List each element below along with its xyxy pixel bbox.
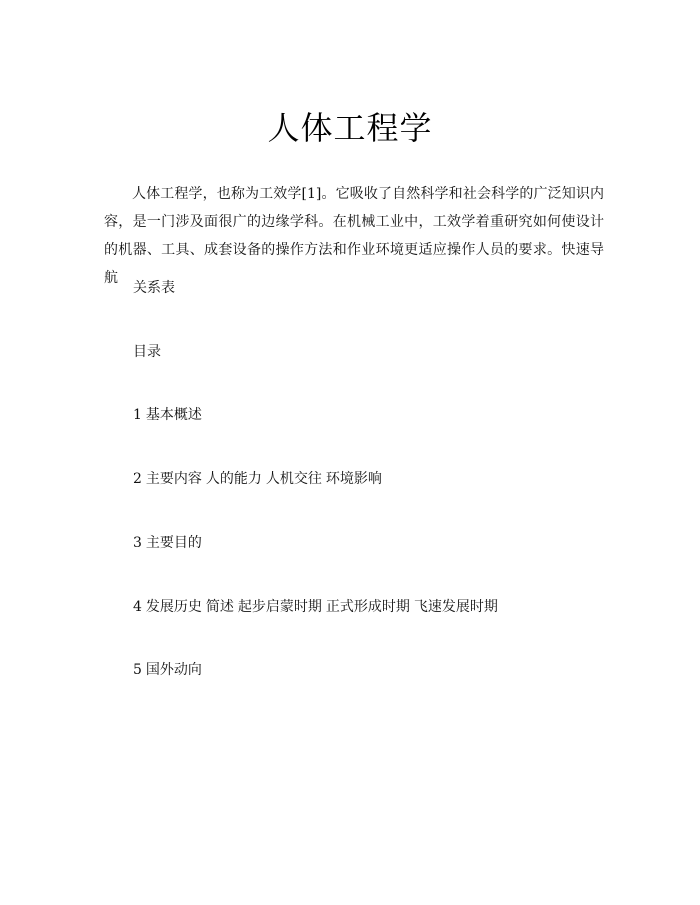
page-title: 人体工程学	[267, 109, 433, 147]
toc-subitem[interactable]: 人的能力	[205, 471, 262, 487]
toc-item-title[interactable]: 主要内容	[145, 471, 202, 487]
quick-nav-link[interactable]: 关系表	[133, 280, 175, 296]
toc-item-main-content[interactable]	[133, 469, 382, 489]
toc-item-title[interactable]: 主要目的	[145, 535, 202, 551]
toc-subitem[interactable]: 简述	[205, 599, 234, 615]
toc-item-basic-overview[interactable]	[133, 405, 202, 425]
toc-heading: 目录	[133, 344, 161, 360]
toc-item-number: 3	[133, 535, 142, 551]
toc-item-foreign-trends[interactable]	[133, 660, 202, 680]
toc-subitem[interactable]: 人机交往	[265, 471, 322, 487]
toc-item-number: 1	[133, 407, 142, 423]
toc-subitem[interactable]: 环境影响	[325, 471, 382, 487]
toc-subitem[interactable]: 正式形成时期	[325, 599, 410, 615]
toc-item-main-purpose[interactable]	[133, 533, 202, 553]
toc-item-history[interactable]	[133, 597, 498, 617]
toc-item-number: 5	[133, 662, 142, 678]
toc-item-number: 4	[133, 599, 142, 615]
toc-subitem[interactable]: 起步启蒙时期	[237, 599, 322, 615]
intro-paragraph: 人体工程学，也称为工效学[1]。它吸收了自然科学和社会科学的广泛知识内容，是一门涉及面很广的边缘学科。在机械工业中，工效学着重研究如何使设计的机器、工具、成套设备的操作方法和作业环境更适应操作人员的要求。快速导航	[104, 186, 604, 286]
toc-subitem[interactable]: 飞速发展时期	[413, 599, 498, 615]
toc-item-title[interactable]: 国外动向	[145, 662, 202, 678]
toc-item-title[interactable]: 基本概述	[145, 407, 202, 423]
toc-item-number: 2	[133, 471, 142, 487]
toc-item-title[interactable]: 发展历史	[145, 599, 202, 615]
